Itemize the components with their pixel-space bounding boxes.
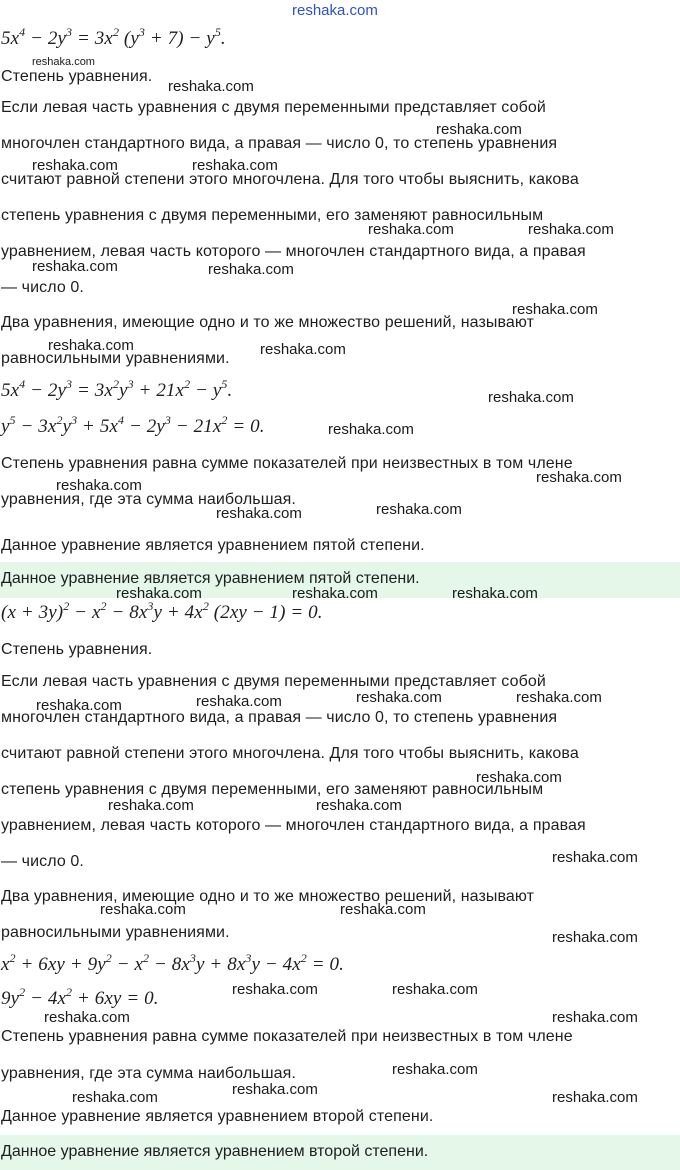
watermark: reshaka.com (552, 1009, 638, 1026)
watermark: reshaka.com (536, 469, 622, 486)
watermark: reshaka.com (44, 1009, 130, 1026)
text-line: считают равной степени этого многочлена. Для того чтобы выяснить, какова (1, 171, 579, 188)
rule-line: Степень уравнения равна сумме показателей при неизвестных в том члене (1, 1028, 573, 1045)
text-line: Если левая часть уравнения с двумя переменными представляет собой (1, 99, 546, 116)
rule-line: уравнения, где эта сумма наибольшая. (1, 491, 296, 508)
watermark: reshaka.com (368, 221, 454, 238)
conclusion-1: Данное уравнение является уравнением пятой степени. (1, 537, 425, 554)
watermark: reshaka.com (56, 477, 142, 494)
equation-1: $5x^4 - 2y^3 = 3x^2$ $(y^3 + 7) - y^5$. (1, 25, 226, 49)
step-2: $y^5 - 3x^2y^3 + 5x^4 - 2y^3 - 21x^2 = 0$. (1, 413, 265, 437)
text-line: Если левая часть уравнения с двумя переменными представляет собой (1, 673, 546, 690)
watermark: reshaka.com (232, 981, 318, 998)
watermark: reshaka.com (32, 157, 118, 174)
watermark: reshaka.com (488, 389, 574, 406)
watermark: reshaka.com (168, 78, 254, 95)
watermark: reshaka.com (72, 1089, 158, 1106)
watermark: reshaka.com (392, 981, 478, 998)
watermark: reshaka.com (292, 585, 378, 602)
text-line: уравнением, левая часть которого — многочлен стандартного вида, а правая (1, 817, 586, 834)
text-line: степень уравнения с двумя переменными, его заменяют равносильным (1, 781, 544, 798)
watermark: reshaka.com (516, 689, 602, 706)
watermark: reshaka.com (260, 341, 346, 358)
watermark: reshaka.com (32, 258, 118, 275)
watermark: reshaka.com (196, 693, 282, 710)
watermark: reshaka.com (392, 1061, 478, 1078)
watermark: reshaka.com (512, 301, 598, 318)
watermark: reshaka.com (376, 501, 462, 518)
watermark: reshaka.com (552, 849, 638, 866)
answer-2: Данное уравнение является уравнением второй степени. (1, 1143, 429, 1160)
watermark: reshaka.com (552, 929, 638, 946)
equation-2: $(x + 3y)^2 - x^2 - 8x^3y + 4x^2$ (2xy − 1) = 0. (1, 599, 323, 623)
text-line: многочлен стандартного вида, а правая — число 0, то степень уравнения (1, 135, 558, 152)
watermark: reshaka.com (108, 797, 194, 814)
watermark: reshaka.com (528, 221, 614, 238)
watermark: reshaka.com (476, 769, 562, 786)
text-line: уравнением, левая часть которого — многочлен стандартного вида, а правая (1, 243, 586, 260)
rule-line: Степень уравнения равна сумме показателей при неизвестных в том члене (1, 455, 573, 472)
watermark: reshaka.com (192, 157, 278, 174)
watermark: reshaka.com (552, 1089, 638, 1106)
text-line: многочлен стандартного вида, а правая — число 0, то степень уравнения (1, 709, 558, 726)
definition-line: Два уравнения, имеющие одно и то же множество решений, называют (1, 314, 535, 331)
watermark: reshaka.com (100, 901, 186, 918)
step-1: $x^2 + 6xy + 9y^2 - x^2 - 8x^3y + 8x^3y - 4x^2 = 0$. (1, 951, 344, 975)
conclusion-2: Данное уравнение является уравнением второй степени. (1, 1108, 434, 1125)
answer-box-2 (0, 1135, 680, 1170)
answer-1: Данное уравнение является уравнением пятой степени. (1, 570, 420, 587)
watermark: reshaka.com (340, 901, 426, 918)
text-line: — число 0. (1, 853, 84, 870)
watermark: reshaka.com (436, 121, 522, 138)
watermark: reshaka.com (328, 421, 414, 438)
text-line: степень уравнения с двумя переменными, его заменяют равносильным (1, 207, 544, 224)
step-1: $5x^4 - 2y^3 = 3x^2y^3 + 21x^2 - y^5$. (1, 377, 233, 401)
watermark: reshaka.com (316, 797, 402, 814)
watermark: reshaka.com (116, 585, 202, 602)
watermark: reshaka.com (36, 697, 122, 714)
watermark: reshaka.com (356, 689, 442, 706)
small-watermark: reshaka.com (32, 56, 95, 68)
site-watermark-top: reshaka.com (292, 2, 378, 19)
heading-2: Степень уравнения. (1, 641, 153, 658)
watermark: reshaka.com (452, 585, 538, 602)
watermark: reshaka.com (232, 1081, 318, 1098)
watermark: reshaka.com (216, 505, 302, 522)
rule-line: уравнения, где эта сумма наибольшая. (1, 1065, 296, 1082)
text-line: считают равной степени этого многочлена. Для того чтобы выяснить, какова (1, 745, 579, 762)
step-2: $9y^2 - 4x^2 + 6xy = 0$. (1, 985, 159, 1009)
definition-line: равносильными уравнениями. (1, 924, 230, 941)
heading-1: Степень уравнения. (1, 68, 153, 85)
text-line: — число 0. (1, 279, 84, 296)
definition-line: Два уравнения, имеющие одно и то же множество решений, называют (1, 888, 535, 905)
definition-line: равносильными уравнениями. (1, 350, 230, 367)
watermark: reshaka.com (48, 337, 134, 354)
watermark: reshaka.com (208, 261, 294, 278)
